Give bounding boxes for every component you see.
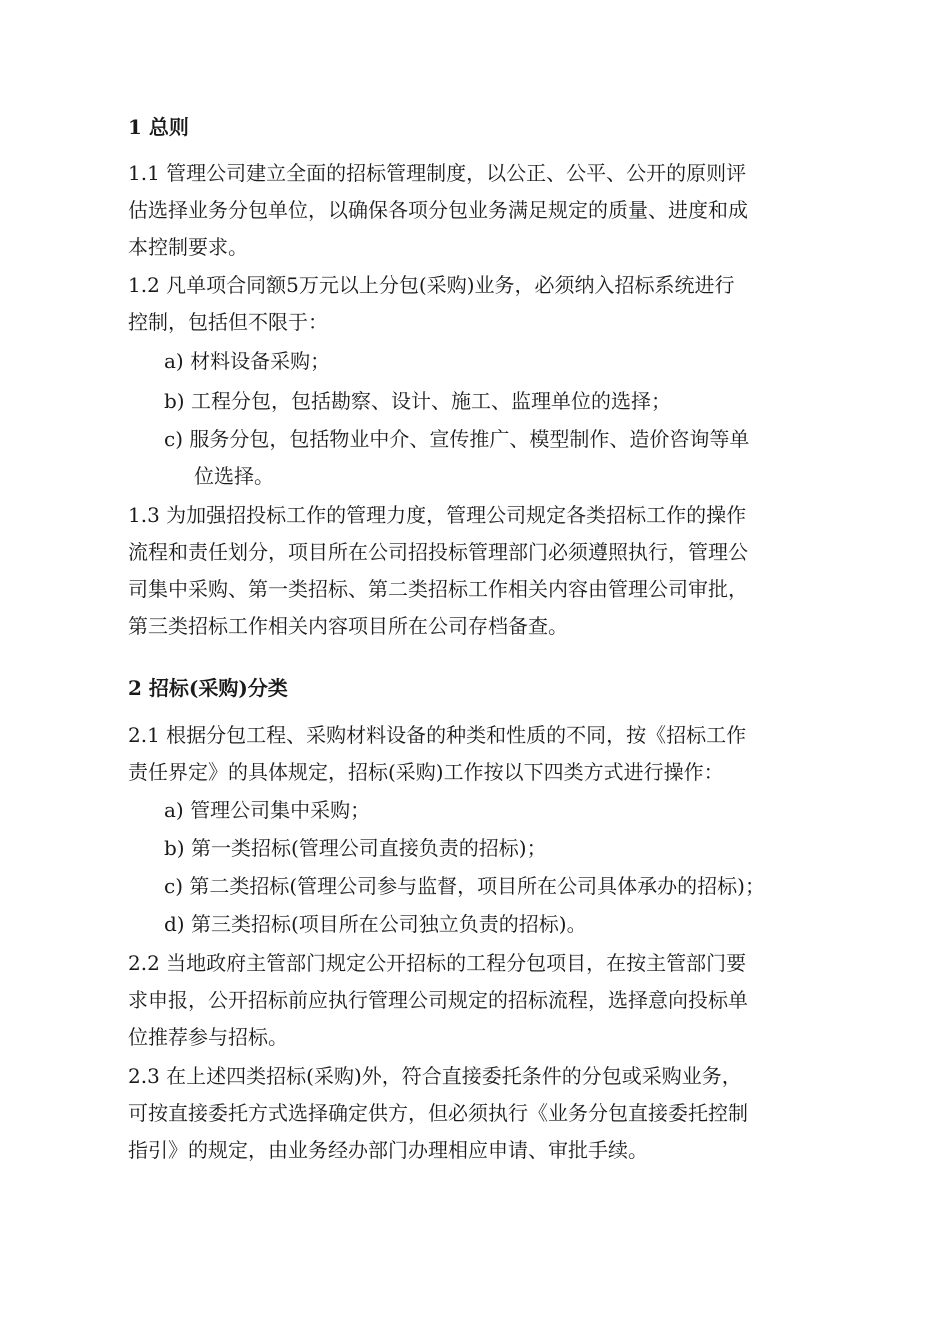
clause-2-1 bbox=[128, 717, 828, 791]
text-line: 流程和责任划分，项目所在公司招投标管理部门必须遵照执行，管理公 bbox=[128, 540, 748, 564]
list-item-2-1-b: b) 第一类招标(管理公司直接负责的招标)； bbox=[164, 836, 547, 860]
clause-2-2 bbox=[128, 945, 828, 1056]
text-line: 本控制要求。 bbox=[128, 235, 248, 259]
clause-2-3 bbox=[128, 1058, 828, 1169]
clause-1-2 bbox=[128, 267, 828, 341]
text-line: 2.3 在上述四类招标(采购)外，符合直接委托条件的分包或采购业务， bbox=[128, 1064, 742, 1088]
clause-1-3 bbox=[128, 497, 828, 645]
list-item-1-2-b: b) 工程分包，包括勘察、设计、施工、监理单位的选择； bbox=[164, 389, 671, 413]
text-line: 估选择业务分包单位，以确保各项分包业务满足规定的质量、进度和成 bbox=[128, 198, 748, 222]
text-line: 1.3 为加强招投标工作的管理力度，管理公司规定各类招标工作的操作 bbox=[128, 503, 747, 527]
list-item-2-1-c: c) 第二类招标(管理公司参与监督，项目所在公司具体承办的招标)； bbox=[164, 874, 765, 898]
list-item-2-1-a: a) 管理公司集中采购； bbox=[164, 798, 371, 822]
text-line: 可按直接委托方式选择确定供方，但必须执行《业务分包直接委托控制 bbox=[128, 1101, 748, 1125]
text-line: 位推荐参与招标。 bbox=[128, 1025, 288, 1049]
text-line: 第三类招标工作相关内容项目所在公司存档备查。 bbox=[128, 614, 568, 638]
text-line: 2.2 当地政府主管部门规定公开招标的工程分包项目，在按主管部门要 bbox=[128, 951, 747, 975]
text-line: 责任界定》的具体规定，招标(采购)工作按以下四类方式进行操作： bbox=[128, 760, 724, 784]
section-heading-1: 1 总则 bbox=[128, 115, 189, 139]
text-line: 司集中采购、第一类招标、第二类招标工作相关内容由管理公司审批， bbox=[128, 577, 748, 601]
text-line: 1.2 凡单项合同额5万元以上分包(采购)业务，必须纳入招标系统进行 bbox=[128, 273, 735, 297]
list-item-1-2-c: c) 服务分包，包括物业中介、宣传推广、模型制作、造价咨询等单 位选择。 bbox=[164, 427, 750, 488]
list-item-1-2-a: a) 材料设备采购； bbox=[164, 349, 331, 373]
text-line: 1.1 管理公司建立全面的招标管理制度，以公正、公平、公开的原则评 bbox=[128, 161, 747, 185]
section-heading-2: 2 招标(采购)分类 bbox=[128, 676, 288, 700]
text-line: 控制，包括但不限于： bbox=[128, 310, 328, 334]
clause-1-1 bbox=[128, 155, 828, 266]
text-line: 2.1 根据分包工程、采购材料设备的种类和性质的不同，按《招标工作 bbox=[128, 723, 747, 747]
text-line: 求申报，公开招标前应执行管理公司规定的招标流程，选择意向投标单 bbox=[128, 988, 748, 1012]
text-line: 指引》的规定，由业务经办部门办理相应申请、审批手续。 bbox=[128, 1138, 648, 1162]
list-item-2-1-d: d) 第三类招标(项目所在公司独立负责的招标)。 bbox=[164, 912, 587, 936]
